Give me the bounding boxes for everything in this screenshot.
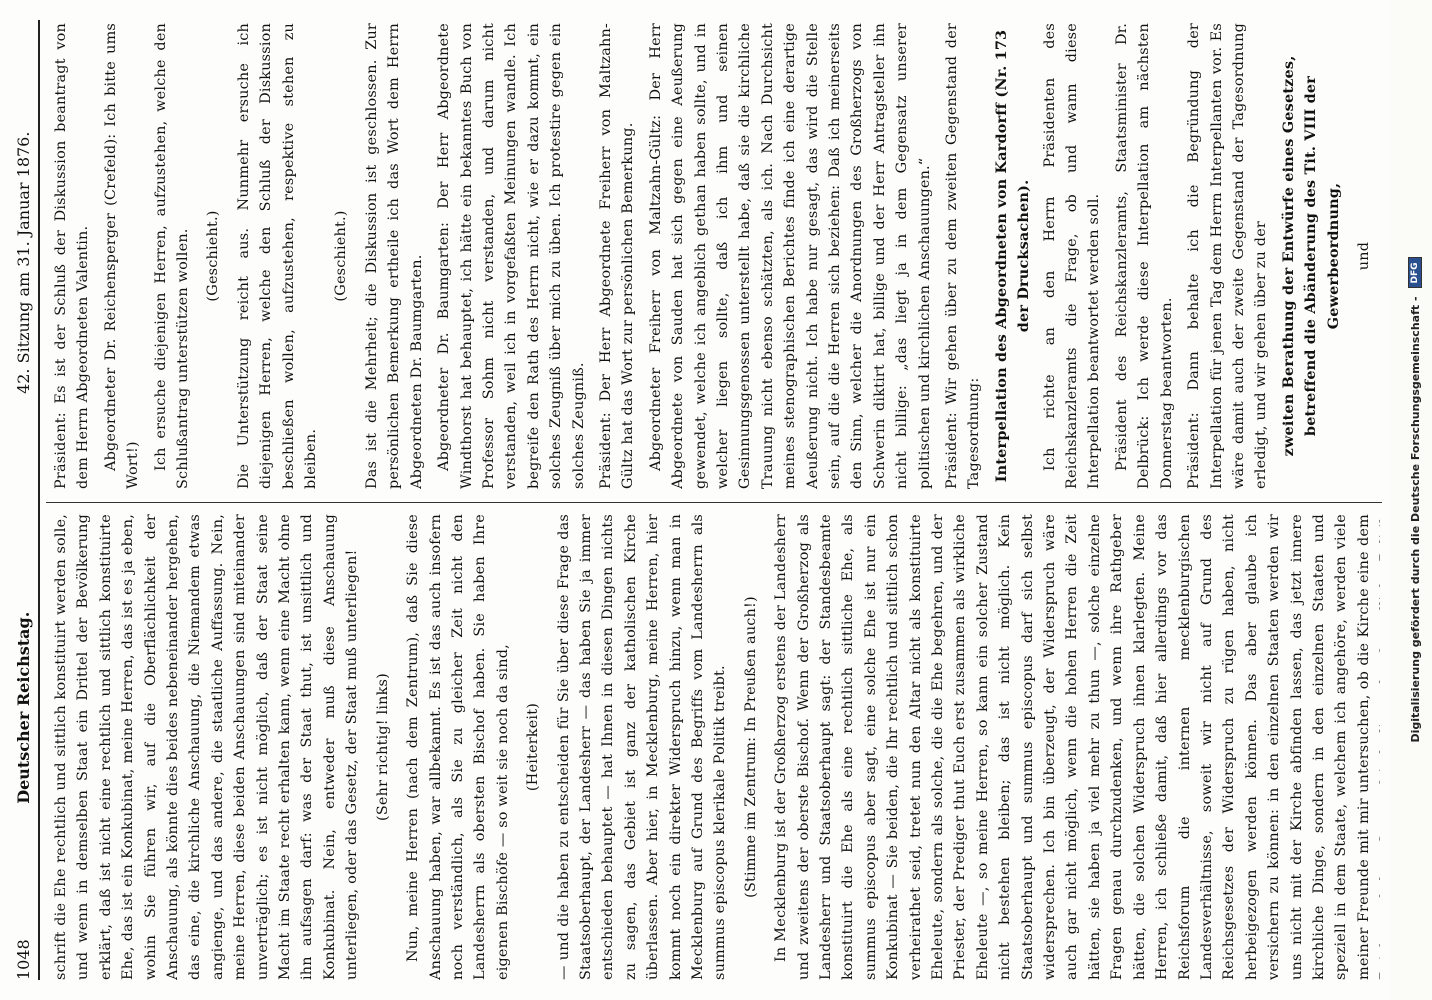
- column-divider: [46, 502, 1382, 503]
- header-rule: [38, 20, 40, 980]
- paragraph: Präsident: Es ist der Schluß der Diskussion beantragt von dem Herrn Abgeordneten Valentin.: [53, 23, 92, 489]
- running-head: [10, 20, 36, 980]
- publication-title: Deutscher Reichstag.: [13, 611, 33, 804]
- paragraph: Ich richte an den Herrn Präsidenten des Reichskanzleramts die Frage, ob und wann diese Interpellation beantwortet werden soll.: [1041, 23, 1103, 489]
- side-note: [1400, 20, 1430, 980]
- paragraph: und: [1355, 241, 1372, 271]
- dfg-logo: DFG: [1408, 257, 1422, 288]
- paragraph: Interpellation des Abgeordneten von Kardorff (Nr. 173 der Drucksachen).: [992, 29, 1033, 483]
- digitization-note: Digitalisierung gefördert durch die Deutsche Forschungsgemeinschaft -: [1408, 296, 1422, 743]
- paragraph: zweiten Berathung der Entwürfe eines Gesetzes, betreffend die Abänderung des Tit. VIII der Gewerbeordnung,: [1279, 55, 1342, 457]
- paragraph: (Sehr richtig! links): [374, 673, 391, 821]
- paragraph: (Stimme im Zentrum: In Preußen auch!): [742, 596, 759, 898]
- paragraph: In Mecklenburg ist der Großherzog erstens der Landesherr und zweitens der oberste Bischof. Wenn der Großherzog als Landesherr und Staatsoberhaupt sagt: der Standesbeamte konstituirt die Ehe als eine rechtlich sittliche Ehe, als summus episcopus aber sagt, eine solche Ehe ist nur ein Konkubinat — Sie beiden, die Ihr rechtlich und sittlich schon verheirathet seid, tretet nun den Altar nicht als konstituirte Eheleute, sondern als solche, die die Ehe begehren, und der Priester, der Prediger thut Euch erst zusammen als wirkliche Eheleute —, so meine Herren, so kann ein solcher Zustand nicht bestehen bleiben; das ist nicht möglich. Kein Staatsoberhaupt und summus episcopus darf sich selbst widersprechen. Ich bin überzeugt, der Widerspruch wäre auch gar nicht möglich, wenn die hohen Herren die Zeit hätten, sie haben ja viel mehr zu thun —, solche einzelne Fragen genau durchzudenken, und wenn ihre Rathgeber hätten, die solchen Widerspruch ihnen klarlegten. Meine Herren, ich schließe damit, daß hier allerdings vor das Reichsforum die internen mecklenburgischen Landesverhältnisse, soweit wir nicht auf Grund des Reichsgesetzes der Widerspruch zu rügen haben, nicht herbeigezogen werden können. Das aber glaube ich versichern zu können: in den einzelnen Staaten werden wir uns nicht mit der Kirche abfinden lassen, das jetzt innere kirchliche Dinge, sondern in den einzelnen Staaten und speziell in dem Staate, welchem ich angehöre, werden viele meiner Freunde mit mir untersuchen, ob die Kirche eine dem: [773, 514, 1372, 980]
- paragraph: Präsident: Wir gehen über zu dem zweiten Gegenstand der Tagesordnung:: [944, 23, 983, 489]
- paragraph: Präsident: Dann behalte ich die Begründung der Interpellation für jenen Tag dem Herrn Interpellanten vor. Es wäre damit auch der zweite Gegenstand der Tagesordnung erledigt, und wir gehen über zu der: [1186, 23, 1270, 489]
- page-number: 1048: [13, 939, 33, 980]
- paragraph: schrift die Ehe rechtlich und sittlich konstituirt werden solle, und wenn in demselben Staat ein Drittel der Bevölkerung erklärt, daß ist nicht eine rechtlich und sittlich konstituirte Ehe, das ist ein Konkubinat, meine Herren, das ist es ja eben, wohin Sie führen wir, auf die Oberflächlichkeit der Anschauung, als könnte dies beides nebeneinander hergehen, das eine, die kirchliche Anschauung, die Niemandem etwas angienge, und das andere, die staatliche Auffassung. Nein, meine Herren, diese beiden Anschauungen sind miteinander unverträglich; es ist nicht möglich, daß der Staat seine Macht im Staate recht erhalten kann, wenn eine Macht ohne ihn aufsagen darf: was der Staat thut, ist unsittlich und Konkubinat. Nein, entweder muß diese Anschauung unterliegen, oder das Gesetz, der Staat muß unterliegen!: [53, 514, 361, 980]
- paragraph: Das ist die Mehrheit; die Diskussion ist geschlossen. Zur persönlichen Bemerkung ertheile ich das Wort dem Herrn Abgeordneten Dr. Baumgarten.: [363, 23, 425, 489]
- paragraph: Abgeordneter Dr. Baumgarten: Der Herr Abgeordnete Windthorst hat behauptet, ich hätte ein bekanntes Buch von Professor Sohm nicht verstanden, und darum nicht verstanden, weil ich in vorgefaßten Meinungen wandle. Ich begreife den Rath des Herrn nicht, wie er dazu kommt, ein solches Zeugniß über mich zu üben. Ich protestire gegen ein solches Zeugniß.: [436, 23, 587, 489]
- paragraph: Abgeordneter Dr. Reichensperger (Crefeld): Ich bitte ums Wort!): [102, 23, 142, 489]
- paragraph: (Geschieht.): [333, 210, 350, 302]
- paragraph: Präsident des Reichskanzleramts, Staatsminister Dr. Delbrück: Ich werde diese Interpellation am nächsten Donnerstag beantworten.: [1113, 23, 1175, 489]
- paragraph: Präsident: Der Herr Abgeordnete Freiherr von Maltzahn-Gültz hat das Wort zur persönlichen Bemerkung.: [597, 23, 637, 489]
- paragraph: Nun, meine Herren (nach dem Zentrum), daß Sie diese Anschauung haben, war allbekannt. Es ist das auch insofern noch verständlich, als Sie zu gleicher Zeit nicht den Landesherrn als obersten Bischof haben. Sie haben Ihre eigenen Bischöfe — so weit sie noch da sind,: [405, 514, 511, 980]
- right-column: [50, 23, 1380, 489]
- paragraph: (Geschieht.): [205, 210, 222, 302]
- paragraph: Die Unterstützung reicht aus. Nunmehr ersuche ich diejenigen Herren, welche den Schluß der Diskussion beschließen wollen, aufzustehen, respektive stehen zu bleiben.: [235, 23, 320, 489]
- paragraph: Abgeordneter Freiherr von Maltzahn-Gültz: Der Herr Abgeordnete von Sauden hat sich gegen eine Aeußerung gewendet, welche ich angeblich gethan haben sollte, und in welcher liegen sollte, daß ich ihm und seinen Gesinnungsgenossen unterstellt habe, daß sie die kirchliche Trauung nicht ebenso schätzten, als ich. Nach Durchsicht meines stenographischen Berichtes finde ich eine derartige Aeußerung nicht. Ich habe nur gesagt, das wird die Stelle sein, auf die die Herren sich beziehen: Daß ich meinerseits den Sinn, welcher die Anordnungen des Großherzogs von Schwerin diktirt hat, billige und der Herr Antragsteller ihn nicht billige: „das liegt ja in dem Gegensatz unserer politischen und kirchlichen Anschauungen.“: [647, 23, 933, 489]
- session-title: 42. Sitzung am 31. Januar 1876.: [13, 131, 33, 394]
- paragraph: (Heiterkeit): [525, 702, 542, 792]
- paragraph: — und die haben zu entscheiden für Sie über diese Frage das Staatsoberhaupt, der Landesherr — das haben Sie ja immer entschieden behauptet — hat Ihnen in diesen Dingen nichts zu sagen, das Gebiet ist ganz der katholischen Kirche überlassen. Aber hier, in Mecklenburg, meine Herren, hier kommt noch ein direkter Widerspruch hinzu, wenn man in Mecklenburg auf Grund des Begriffs vom Landesherrn als summus episcopus klerikale Politik treibt.: [555, 514, 729, 980]
- left-column: [50, 514, 1380, 980]
- paragraph: Ich ersuche diejenigen Herren, aufzustehen, welche den Schlußantrag unterstützen wollen.: [152, 23, 192, 489]
